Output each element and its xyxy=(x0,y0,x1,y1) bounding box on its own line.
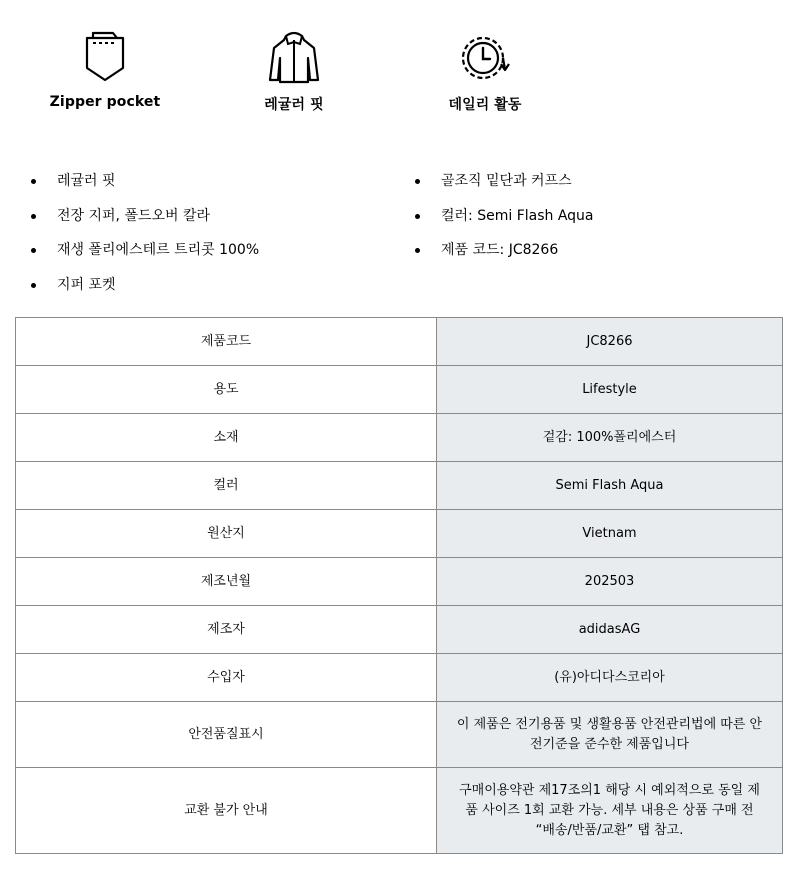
spec-key: 안전품질표시 xyxy=(16,702,437,768)
feature-label: Zipper pocket xyxy=(49,94,161,110)
table-row xyxy=(16,462,783,510)
spec-value: 202503 xyxy=(437,558,783,606)
list-item: 재생 폴리에스테르 트리콧 100% xyxy=(31,237,259,272)
list-item: 전장 지퍼, 폴드오버 칼라 xyxy=(31,203,259,238)
list-item: 컬러: Semi Flash Aqua xyxy=(415,203,594,238)
feature-label: 데일리 활동 xyxy=(448,97,522,113)
table-row xyxy=(16,558,783,606)
spec-key: 제조자 xyxy=(16,606,437,654)
feature-daily-activity xyxy=(425,30,545,114)
spec-key: 용도 xyxy=(16,366,437,414)
table-row xyxy=(16,768,783,854)
spec-key: 컬러 xyxy=(16,462,437,510)
table-row xyxy=(16,654,783,702)
list-item: 레귤러 핏 xyxy=(31,168,259,203)
table-row xyxy=(16,318,783,366)
spec-key: 제품코드 xyxy=(16,318,437,366)
list-item: 지퍼 포켓 xyxy=(31,272,259,307)
spec-key: 원산지 xyxy=(16,510,437,558)
spec-value: (유)아디다스코리아 xyxy=(437,654,783,702)
spec-key: 소재 xyxy=(16,414,437,462)
spec-value: Lifestyle xyxy=(437,366,783,414)
table-row xyxy=(16,510,783,558)
highlights-left-column xyxy=(31,168,259,306)
spec-key: 수입자 xyxy=(16,654,437,702)
spec-value: 구매이용약관 제17조의1 해당 시 예외적으로 동일 제품 사이즈 1회 교환 가능. 세부 내용은 상품 구매 전 “배송/반품/교환” 탭 참고. xyxy=(437,768,783,854)
feature-zipper-pocket xyxy=(45,30,165,110)
zipper-pocket-icon xyxy=(77,30,133,86)
feature-icons-row xyxy=(50,30,530,120)
table-row xyxy=(16,414,783,462)
spec-value: 이 제품은 전기용품 및 생활용품 안전관리법에 따른 안전기준을 준수한 제품입니다 xyxy=(437,702,783,768)
spec-value: Vietnam xyxy=(437,510,783,558)
table-row xyxy=(16,606,783,654)
table-row xyxy=(16,366,783,414)
feature-label: 레귤러 핏 xyxy=(264,97,324,113)
highlights-right-column xyxy=(415,168,594,272)
product-spec-table xyxy=(15,317,783,854)
list-item: 골조직 밑단과 커프스 xyxy=(415,168,594,203)
spec-value: adidasAG xyxy=(437,606,783,654)
jacket-icon xyxy=(266,30,322,86)
spec-key: 교환 불가 안내 xyxy=(16,768,437,854)
spec-value: 겉감: 100%폴리에스터 xyxy=(437,414,783,462)
spec-key: 제조년월 xyxy=(16,558,437,606)
spec-value: Semi Flash Aqua xyxy=(437,462,783,510)
list-item: 제품 코드: JC8266 xyxy=(415,237,594,272)
spec-value: JC8266 xyxy=(437,318,783,366)
clock-icon xyxy=(457,30,513,86)
table-row xyxy=(16,702,783,768)
feature-regular-fit xyxy=(234,30,354,114)
